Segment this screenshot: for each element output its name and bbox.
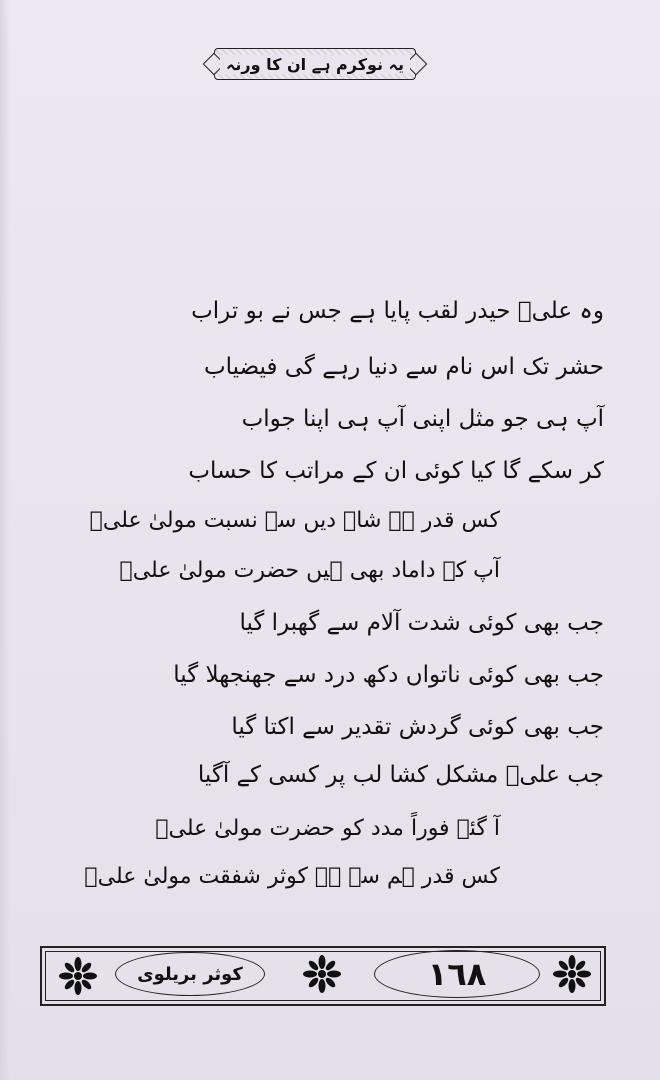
verse-line-2: حشر تک اس نام سے دنیا رہے گی فیضیاب (203, 354, 604, 380)
verse-line-6: آپ کے داماد بھی ہیں حضرت مولیٰ علیؓ (119, 558, 500, 583)
verse-line-12: کس قدر ہم سے ہے کوثر شفقت مولیٰ علیؓ (84, 864, 500, 889)
header-banner (214, 48, 416, 80)
verse-line-11: آ گئے فوراً مدد کو حضرت مولیٰ علیؓ (155, 816, 500, 841)
verse-line-1: وہ علیؓ حیدر لقب پایا ہے جس نے بو تراب (191, 298, 604, 324)
flower-ornament-icon (58, 956, 98, 996)
flower-ornament-icon (552, 954, 592, 994)
page-number: ١٦٨ (427, 955, 487, 993)
author-oval (115, 952, 265, 996)
verse-line-9: جب بھی کوئی گردش تقدیر سے اکتا گیا (231, 714, 604, 740)
verse-line-10: جب علیؓ مشکل کشا لب پر کسی کے آگیا (197, 762, 604, 788)
verse-line-8: جب بھی کوئی ناتواں دکھ درد سے جھنجھلا گیا (173, 662, 604, 688)
verse-line-5: کس قدر ہے شاہ دیں سے نسبت مولیٰ علیؓ (89, 508, 500, 533)
flower-ornament-icon (302, 954, 342, 994)
header-title: یہ نوکرم ہے ان کا ورنہ (220, 55, 410, 74)
page-number-oval (374, 950, 540, 998)
verse-line-4: کر سکے گا کیا کوئی ان کے مراتب کا حساب (188, 458, 604, 484)
author-name: کوثر بریلوی (137, 963, 243, 985)
verse-line-7: جب بھی کوئی شدت آلام سے گھبرا گیا (239, 610, 604, 636)
page-edge-shadow (0, 0, 10, 1080)
verse-line-3: آپ ہی جو مثل اپنی آپ ہی اپنا جواب (241, 406, 604, 432)
